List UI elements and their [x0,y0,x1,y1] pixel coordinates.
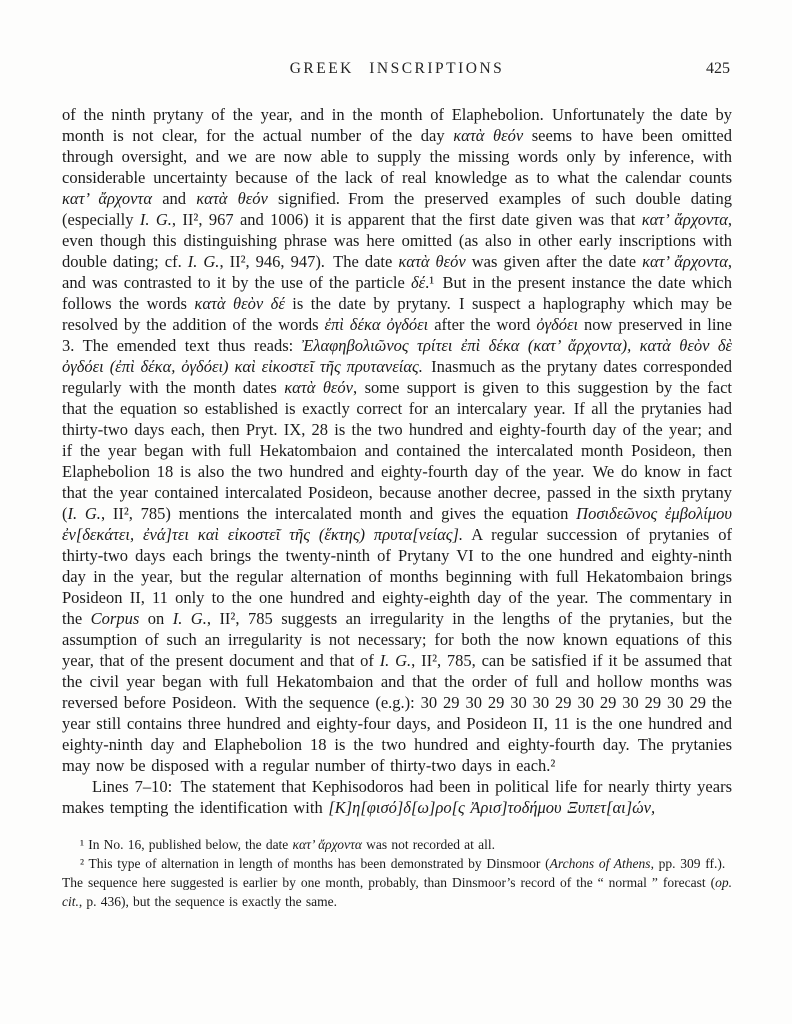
text-run-italic: κατὰ θεόν [284,378,354,397]
text-run: on [139,609,173,628]
text-run-italic: I. G. [379,651,412,670]
text-run: ² This type of alternation in length of months has been demonstrated by Dinsmoor ( [80,856,550,871]
text-run: A regular succession of prytanies of thirty-two days each brings the twenty-ninth of Prytany VI to the one hundred and eighty-ninth day in the year, but the regular alternation of months beginning with full Hekatombaion brings Posideon II, 11 only to the one hundred and eighty-eighth day of the year. The commentary in the [62,525,732,628]
text-run-italic: I. G. [187,252,220,271]
text-run-italic: κατὰ θεόν [453,126,524,145]
text-run-italic: Ἐλαφηβολιῶνος τρίτει ἐπὶ δέκα (κατ’ ἄρχοντα), κατὰ θεὸν δὲ ὀγδόει (ἐπὶ δέκα, ὀγδόει) καὶ εἰκοστεῖ τῆς πρυτανείας. [62,336,732,376]
page-number: 425 [706,60,730,77]
text-run-italic: κατὰ θεόν [196,189,268,208]
footnote-1 [62,835,732,854]
text-run: after the word [428,315,537,334]
page-body [62,104,732,818]
text-run-italic: I. G. [67,504,101,523]
text-run: , II², 946, 947). The date [219,252,399,271]
text-run: , II², 785, can be satisfied if it be assumed that the civil year began with full Hekatombaion and that the order of full and hollow months was reversed before Posideon. With the sequence (e.g.): 30 29 30 29 30 30 29 30 29 30 29 30 29 the year still contains three hundred and eighty-four days, and Posideon II, 11 is the one hundred and eighty-ninth day and Elaphebolion 18 is the two hundred and eighty-fourth day. The prytanies may now be disposed with a regular number of thirty-two days in each.² [62,651,733,775]
text-run-italic: op. cit. [62,875,732,909]
text-run-italic: κατ’ ἄρχοντα [642,252,728,271]
text-run: Inasmuch as the prytany dates corresponded regularly with the month dates [62,357,732,397]
text-run: Lines 7–10: The statement that Kephisodoros had been in political life for nearly thirty years makes tempting the identification with [62,777,732,817]
text-run: , II², 785) mentions the intercalated month and gives the equation [100,504,577,523]
text-run: .¹ But in the present instance the date which follows the words [62,273,733,313]
paragraph-main [62,104,732,776]
text-run-italic: ἐπὶ δέκα ὀγδόει [324,315,429,334]
footnote-2 [62,854,732,911]
text-run-italic: κατ’ ἄρχοντα [641,210,728,229]
text-run-italic: Archons of Athens [549,856,651,871]
text-run-italic: δέ [410,273,426,292]
text-run-italic: Corpus [90,609,140,628]
text-run: of the ninth prytany of the year, and in the month of Elaphebolion. Unfortunately the date by month is not clear, for the actual number of the day [62,105,732,145]
text-run: was given after the date [465,252,643,271]
text-run: and [152,189,197,208]
text-run: , pp. 309 ff.). The sequence here suggested is earlier by one month, probably, than Dinsmoor’s record of the “ normal ” forecast ( [62,856,732,890]
running-head-title: GREEK INSCRIPTIONS [289,60,505,77]
paragraph-lines-7-10 [62,776,732,818]
footnotes-section [62,835,732,911]
text-run-italic: ὀγδόει [536,315,579,334]
text-run: , some support is given to this suggestion by the fact that the equation so established is exactly correct for an intercalary year. If all the prytanies had thirty-two days each, then Pryt. IX, 28 is the two hundred and eighty-fourth day of the year; and if the year began with full Hekatombaion and contained the intercalated month Posideon, then Elaphebolion 18 is also the two hundred and eighty-fourth day of the year. We do know in fact that the year contained intercalated Posideon, because another decree, passed in the sixth prytany ( [62,378,733,523]
text-run: is the date by prytany. I suspect a haplography which may be resolved by the addition of the words [62,294,733,334]
text-run: was not recorded at all. [361,837,495,852]
text-run: , II², 785 suggests an irregularity in the lengths of the prytanies, but the assumption of such an irregularity is not necessary; for both the now known equations of this year, that of the present document and that of [62,609,732,670]
text-run: , even though this distinguishing phrase was here omitted (as also in other early inscriptions with double dating; cf. [62,210,733,271]
text-run: , and was contrasted to it by the use of the particle [62,252,732,292]
text-run-italic: κατ’ ἄρχοντα [62,189,152,208]
page-header [62,60,732,80]
text-run: seems to have been omitted through oversight, and we are now able to supply the missing words only by inference, with considerable uncertainty because of the lack of real knowledge as to what the calendar counts [62,126,732,187]
text-run-italic: I. G. [139,210,172,229]
text-run: signified. From the preserved examples of such double dating (especially [62,189,732,229]
text-run-italic: κατὰ θεὸν δέ [194,294,285,313]
text-run-italic: κατὰ θεόν [398,252,466,271]
text-run-italic: κατ’ ἄρχοντα [292,837,362,852]
text-run-italic: [Κ]η[φισό]δ[ω]ρο[ς Ἀρισ]τοδήμου Ξυπετ[αι]ών, [328,798,656,817]
text-run: , II², 967 and 1006) it is apparent that the first date given was that [171,210,642,229]
text-run: ¹ In No. 16, published below, the date [80,837,293,852]
text-run: , p. 436), but the sequence is exactly the same. [78,894,337,909]
text-run: now preserved in line 3. The emended text thus reads: [62,315,732,355]
text-run-italic: Ποσιδεῶνος ἐμβολίμου ἐν[δεκάτει, ἐνά]τει καὶ εἰκοστεῖ τῆς (ἕκτης) πρυτα[νείας]. [62,504,732,544]
text-run-italic: I. G. [172,609,207,628]
